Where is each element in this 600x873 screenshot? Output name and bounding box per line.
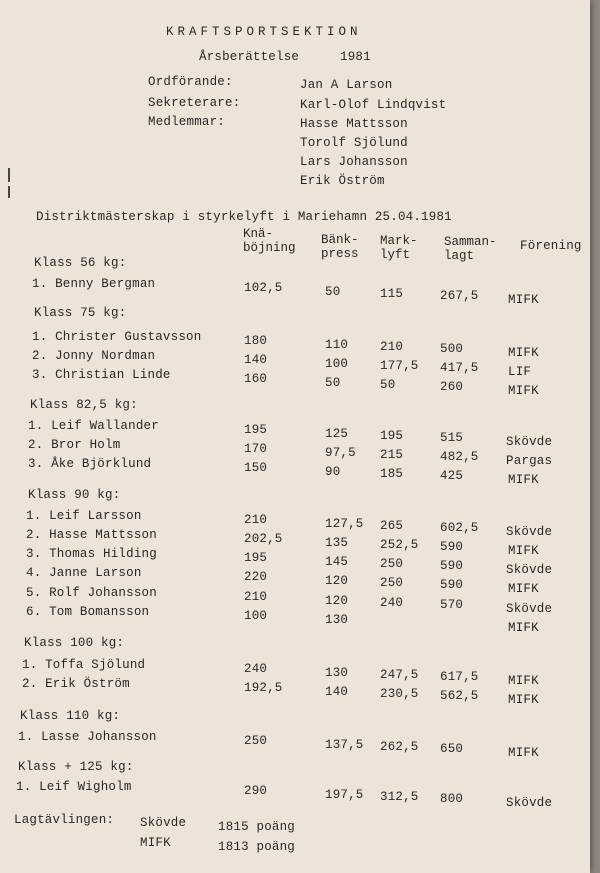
result-squat: 170	[244, 442, 268, 456]
result-bench: 50	[325, 285, 341, 299]
weight-class-heading: Klass 75 kg:	[34, 306, 127, 320]
lifter-name: 1. Leif Wigholm	[16, 780, 132, 794]
lifter-name: 2. Bror Holm	[28, 438, 121, 452]
result-squat: 195	[244, 551, 268, 565]
result-deadlift: 230,5	[380, 687, 419, 701]
lifter-name: 1. Benny Bergman	[32, 277, 156, 291]
result-club: MIFK	[508, 346, 539, 360]
official-role: Ordförande:	[148, 75, 233, 89]
team-competition-label: Lagtävlingen:	[14, 813, 115, 827]
result-bench: 100	[325, 357, 349, 371]
result-squat: 210	[244, 513, 268, 527]
result-total: 562,5	[440, 689, 479, 703]
result-deadlift: 115	[380, 287, 404, 301]
team-name: MIFK	[140, 836, 171, 850]
result-total: 260	[440, 380, 464, 394]
official-role: Sekreterare:	[148, 96, 241, 110]
official-name: Torolf Sjölund	[300, 136, 408, 150]
margin-mark	[8, 186, 10, 198]
result-squat: 220	[244, 570, 268, 584]
result-club: Pargas	[506, 454, 553, 468]
result-bench: 120	[325, 574, 349, 588]
result-deadlift: 247,5	[380, 668, 419, 682]
margin-mark	[8, 168, 10, 182]
result-club: MIFK	[508, 621, 539, 635]
result-deadlift: 210	[380, 340, 404, 354]
official-name: Karl-Olof Lindqvist	[300, 98, 447, 112]
result-bench: 50	[325, 376, 341, 390]
result-total: 800	[440, 792, 464, 806]
result-squat: 100	[244, 609, 268, 623]
result-bench: 197,5	[325, 788, 364, 802]
result-total: 425	[440, 469, 464, 483]
result-deadlift: 252,5	[380, 538, 419, 552]
lifter-name: 1. Lasse Johansson	[18, 730, 157, 744]
result-total: 590	[440, 578, 464, 592]
result-deadlift: 312,5	[380, 790, 419, 804]
result-total: 590	[440, 540, 464, 554]
official-role: Medlemmar:	[148, 115, 226, 129]
result-club: LIF	[508, 365, 532, 379]
result-club: MIFK	[508, 582, 539, 596]
result-squat: 250	[244, 734, 268, 748]
result-squat: 180	[244, 334, 268, 348]
weight-class-heading: Klass 110 kg:	[20, 709, 121, 723]
col-header-club: Förening	[520, 239, 582, 253]
result-squat: 140	[244, 353, 268, 367]
official-name: Erik Öström	[300, 174, 385, 188]
result-bench: 110	[325, 338, 349, 352]
lifter-name: 5. Rolf Johansson	[26, 586, 157, 600]
weight-class-heading: Klass 82,5 kg:	[30, 398, 138, 412]
result-squat: 192,5	[244, 681, 283, 695]
result-squat: 240	[244, 662, 268, 676]
result-bench: 120	[325, 594, 349, 608]
result-bench: 127,5	[325, 517, 364, 531]
result-squat: 290	[244, 784, 268, 798]
result-deadlift: 50	[380, 378, 396, 392]
result-club: MIFK	[508, 384, 539, 398]
result-total: 267,5	[440, 289, 479, 303]
lifter-name: 3. Thomas Hilding	[26, 547, 157, 561]
result-bench: 125	[325, 427, 349, 441]
team-points: 1815 poäng	[218, 820, 296, 834]
section-title: KRAFTSPORTSEKTION	[166, 25, 362, 39]
lifter-name: 2. Hasse Mattsson	[26, 528, 157, 542]
result-total: 417,5	[440, 361, 479, 375]
result-squat: 202,5	[244, 532, 283, 546]
result-bench: 135	[325, 536, 349, 550]
result-squat: 150	[244, 461, 268, 475]
result-club: Skövde	[506, 563, 553, 577]
result-total: 590	[440, 559, 464, 573]
lifter-name: 3. Christian Linde	[32, 368, 171, 382]
lifter-name: 2. Jonny Nordman	[32, 349, 156, 363]
result-squat: 160	[244, 372, 268, 386]
team-points: 1813 poäng	[218, 840, 296, 854]
lifter-name: 2. Erik Öström	[22, 677, 130, 691]
result-deadlift: 250	[380, 557, 404, 571]
lifter-name: 1. Leif Larsson	[26, 509, 142, 523]
team-name: Skövde	[140, 816, 187, 830]
result-total: 602,5	[440, 521, 479, 535]
result-squat: 210	[244, 590, 268, 604]
result-club: Skövde	[506, 796, 553, 810]
event-title: Distriktmästerskap i styrkelyft i Mariehamn 25.04.1981	[36, 210, 452, 224]
result-bench: 137,5	[325, 738, 364, 752]
result-deadlift: 215	[380, 448, 404, 462]
report-year: 1981	[340, 50, 371, 64]
result-bench: 145	[325, 555, 349, 569]
result-bench: 97,5	[325, 446, 356, 460]
col-header-squat: Knä- böjning	[243, 227, 296, 255]
result-squat: 195	[244, 423, 268, 437]
lifter-name: 1. Leif Wallander	[28, 419, 159, 433]
result-bench: 140	[325, 685, 349, 699]
result-squat: 102,5	[244, 281, 283, 295]
result-club: Skövde	[506, 435, 553, 449]
result-deadlift: 177,5	[380, 359, 419, 373]
result-total: 650	[440, 742, 464, 756]
result-club: Skövde	[506, 525, 553, 539]
result-club: Skövde	[506, 602, 553, 616]
result-total: 617,5	[440, 670, 479, 684]
lifter-name: 4. Janne Larson	[26, 566, 142, 580]
report-label: Årsberättelse	[199, 50, 300, 64]
lifter-name: 6. Tom Bomansson	[26, 605, 150, 619]
lifter-name: 1. Christer Gustavsson	[32, 330, 202, 344]
lifter-name: 3. Åke Björklund	[28, 457, 152, 471]
official-name: Jan A Larson	[300, 78, 393, 92]
col-header-total: Samman- lagt	[444, 235, 497, 263]
result-bench: 130	[325, 666, 349, 680]
result-bench: 90	[325, 465, 341, 479]
result-deadlift: 262,5	[380, 740, 419, 754]
result-deadlift: 185	[380, 467, 404, 481]
result-deadlift: 250	[380, 576, 404, 590]
weight-class-heading: Klass + 125 kg:	[18, 760, 134, 774]
weight-class-heading: Klass 56 kg:	[34, 256, 127, 270]
result-deadlift: 265	[380, 519, 404, 533]
result-club: MIFK	[508, 674, 539, 688]
weight-class-heading: Klass 100 kg:	[24, 636, 125, 650]
result-deadlift: 240	[380, 596, 404, 610]
lifter-name: 1. Toffa Sjölund	[22, 658, 146, 672]
result-club: MIFK	[508, 293, 539, 307]
col-header-deadlift: Mark- lyft	[380, 234, 418, 262]
official-name: Hasse Mattsson	[300, 117, 408, 131]
result-deadlift: 195	[380, 429, 404, 443]
result-bench: 130	[325, 613, 349, 627]
official-name: Lars Johansson	[300, 155, 408, 169]
result-club: MIFK	[508, 693, 539, 707]
weight-class-heading: Klass 90 kg:	[28, 488, 121, 502]
result-total: 500	[440, 342, 464, 356]
result-total: 482,5	[440, 450, 479, 464]
result-club: MIFK	[508, 473, 539, 487]
result-total: 515	[440, 431, 464, 445]
col-header-bench: Bänk- press	[321, 233, 359, 261]
result-club: MIFK	[508, 746, 539, 760]
result-total: 570	[440, 598, 464, 612]
result-club: MIFK	[508, 544, 539, 558]
